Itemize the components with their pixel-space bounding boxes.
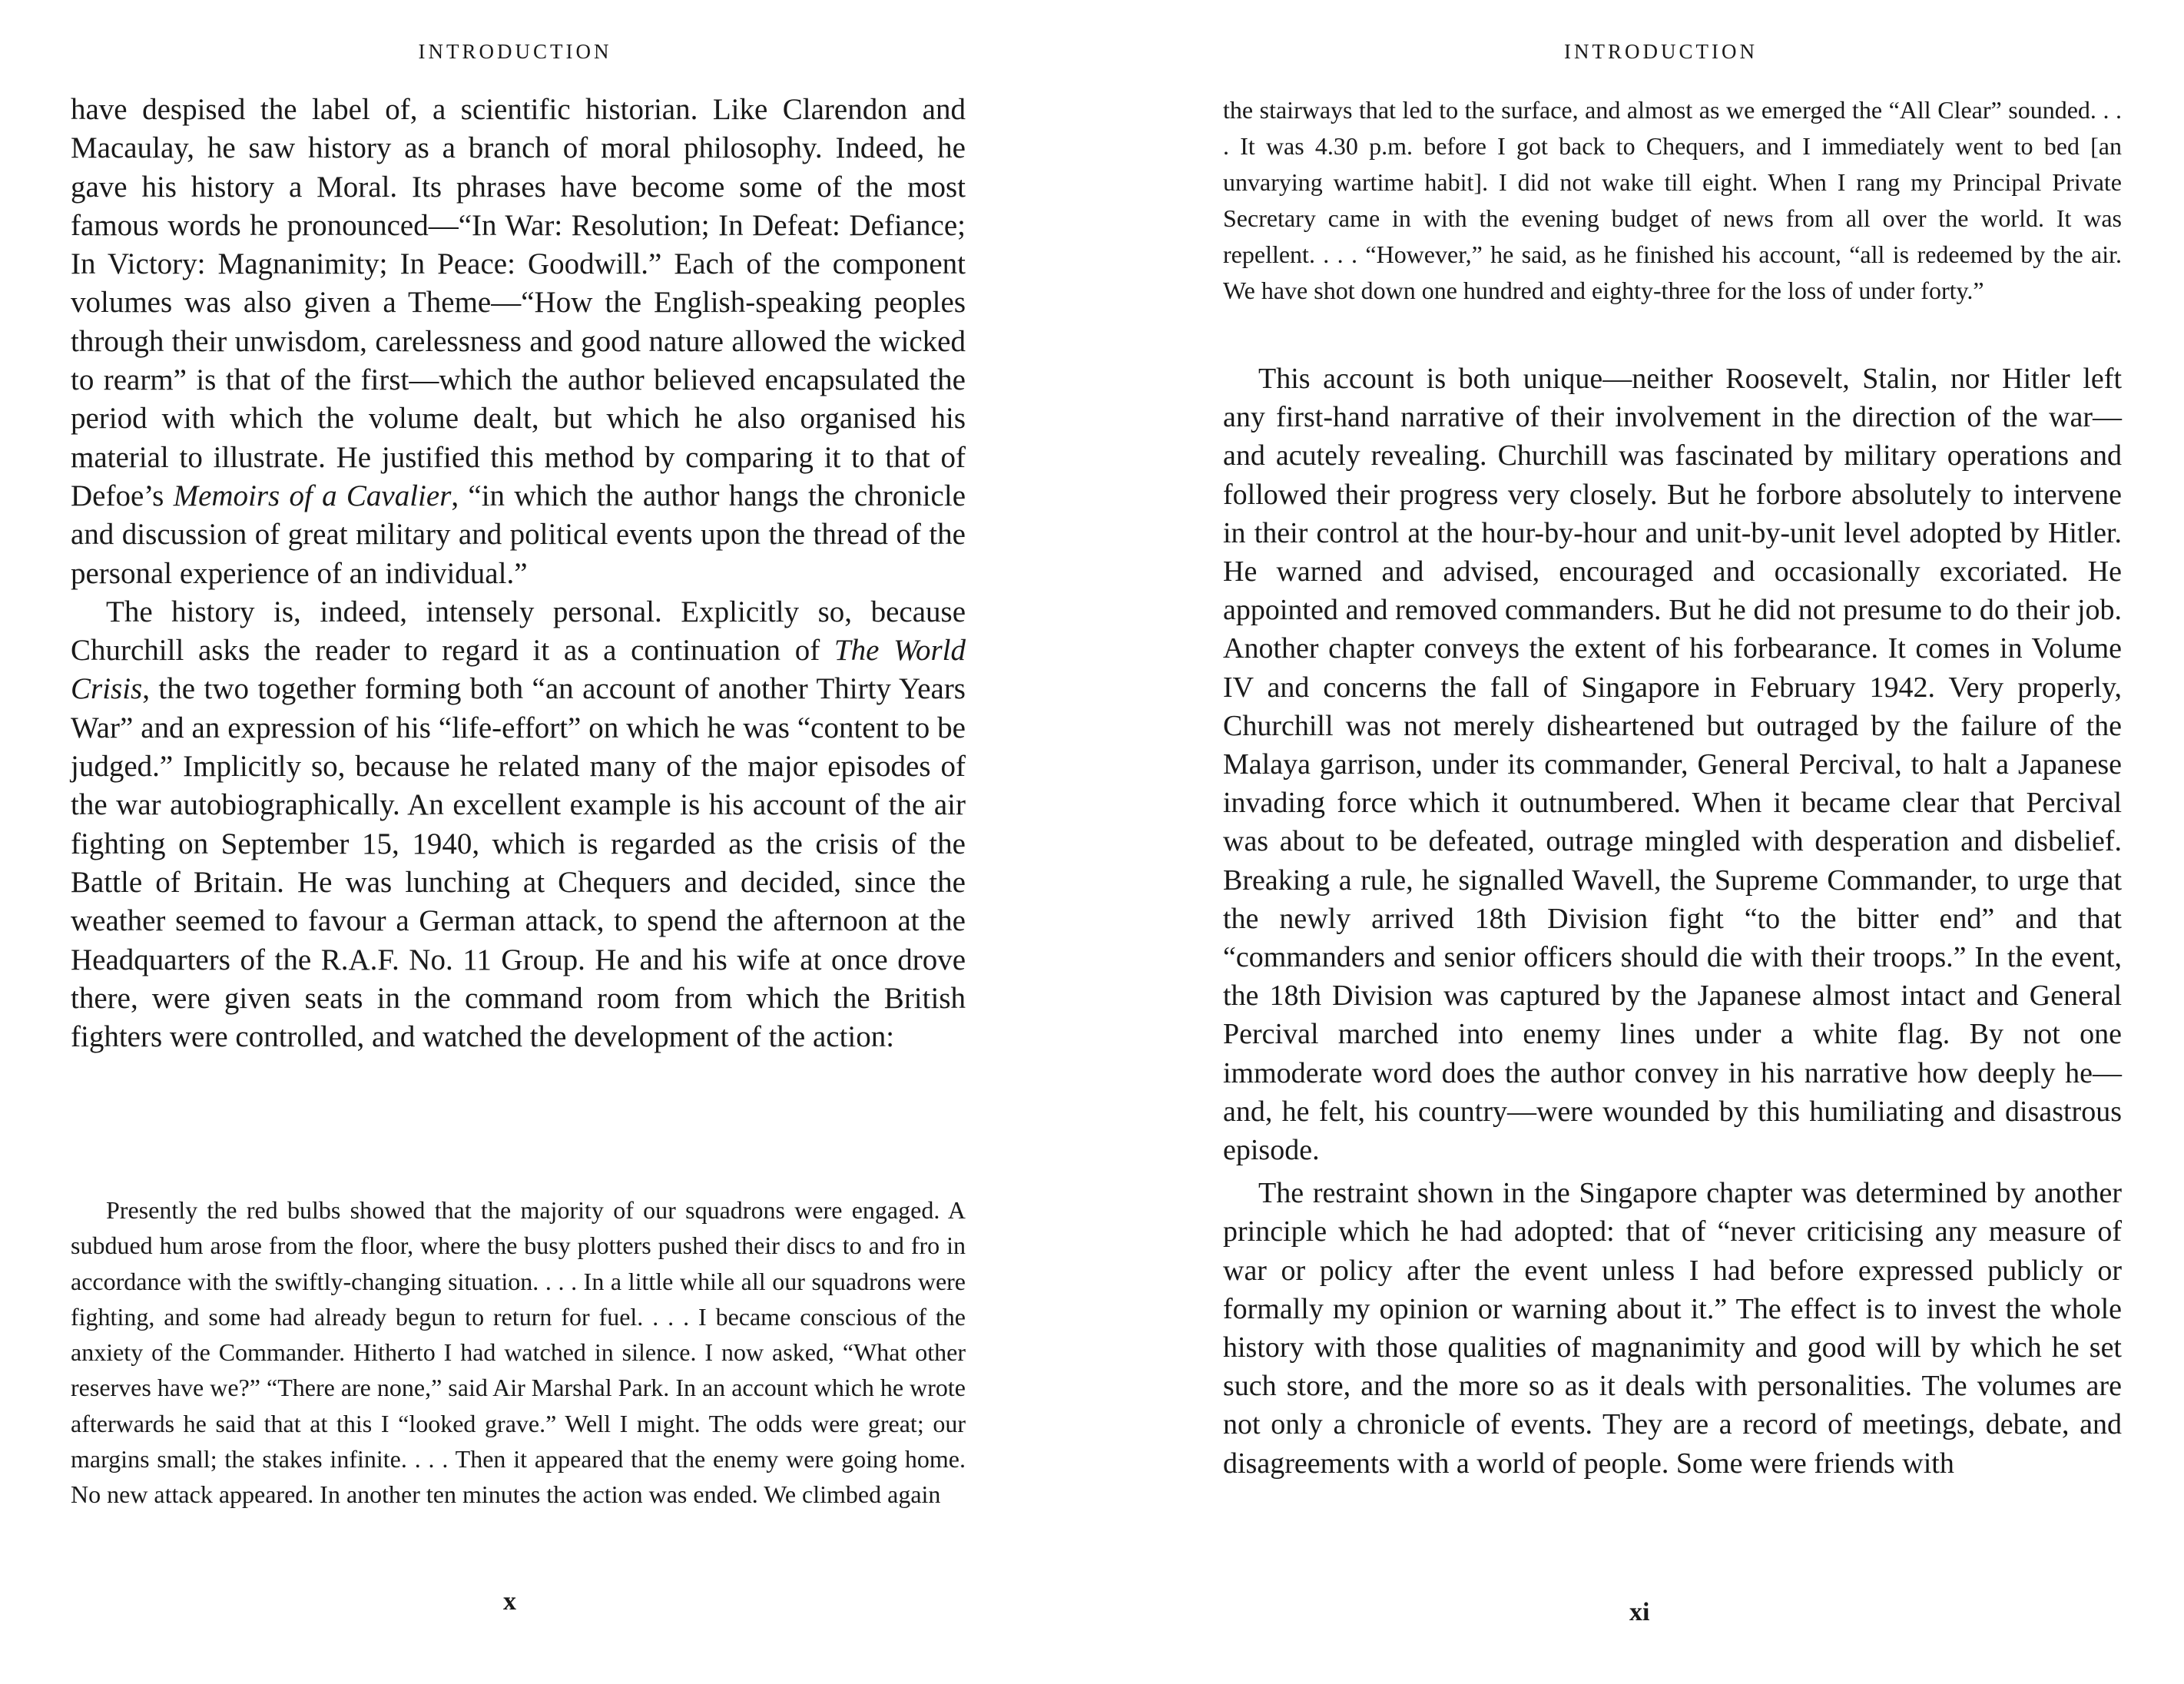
right-page	[1092, 0, 2184, 1684]
running-head-right: INTRODUCTION	[1564, 40, 1758, 63]
running-head-left: INTRODUCTION	[418, 40, 612, 63]
left-quote-text: Presently the red bulbs showed that the majority of our squadrons were engaged. A subdued hum arose from the floor, where the busy plotters pushed their discs to and fro in accordance with the swiftly-changing situation. . . . In a little while all our squadrons were fighting, and some had already begun to return for fuel. . . . I became conscious of the anxiety of the Commander. Hitherto I had watched in silence. I now asked, “What other reserves have we?” “There are none,” said Air Marshal Park. In an account which he wrote afterwards he said that at this I “looked grave.” Well I might. The odds were great; our margins small; the stakes infinite. . . . Then it appeared that the enemy were going home. No new attack appeared. In another ten minutes the action was ended. We climbed again	[71, 1196, 966, 1509]
page-number-right: xi	[1629, 1598, 1650, 1626]
right-quote-text: the stairways that led to the surface, and almost as we emerged the “All Clear” sounded. . . . It was 4.30 p.m. before I got back to Chequers, and I immediately went to bed [an unvarying wartime habit]. I did not wake till eight. When I rang my Principal Private Secretary came in with the evening budget of news from all over the world. It was repellent. . . . “However,” he said, as he finished his account, “all is redeemed by the air. We have shot down one hundred and eighty-three for the loss of under forty.”	[1223, 96, 2122, 304]
page-number-left: x	[503, 1587, 516, 1616]
right-paragraph-1: This account is both unique—neither Roosevelt, Stalin, nor Hitler left any first-hand narrative of their involvement in the direction of the war—and acutely revealing. Churchill was fascinated by military operations and followed their progress very closely. But he forbore absolutely to intervene in their control at the hour-by-hour and unit-by-unit level adopted by Hitler. He warned and advised, encouraged and occasionally excoriated. He appointed and removed commanders. But he did not presume to do their job. Another chapter conveys the extent of his forbearance. It comes in Volume IV and concerns the fall of Singapore in February 1942. Very properly, Churchill was not merely disheartened but outraged by the failure of the Malaya garrison, under its commander, General Percival, to halt a Japanese invading force which it outnumbered. When it became clear that Percival was about to be defeated, outrage mingled with desperation and disbelief. Breaking a rule, he signalled Wavell, the Supreme Commander, to urge that the newly arrived 18th Division fight “to the bitter end” and that “commanders and senior officers should die with their troops.” In the event, the 18th Division was captured by the Japanese almost intact and General Percival marched into enemy lines under a white flag. By not one immoderate word does the author convey in his narrative how deeply he—and, he felt, his country—were wounded by this humiliating and disastrous episode.	[1223, 363, 2122, 1167]
left-para2-start: The history is, indeed, intensely personal. Explicitly so, because Churchill asks the reader to regard it as a continuation of	[71, 595, 966, 668]
right-paragraph-2: The restraint shown in the Singapore chapter was determined by another principle which he had adopted: that of “never criticising any measure of war or policy after the event unless I had before expressed publicly or formally my opinion or warning about it.” The effect is to invest the whole history with those qualities of magnanimity and good will by which he set such store, and the more so as it deals with personalities. The volumes are not only a chronicle of events. They are a record of meetings, debate, and disagreements with a world of people. Some were friends with	[1223, 1177, 2122, 1480]
right-body-text	[1223, 360, 2122, 1483]
left-para1-text: have despised the label of, a scientific historian. Like Clarendon and Macaulay, he saw history as a branch of moral philosophy. Indeed, he gave his history a Moral. Its phrases have become some of the most famous words he pronounced—“In War: Resolution; In Defeat: Defiance; In Victory: Magnanimity; In Peace: Goodwill.” Each of the component volumes was also given a Theme—“How the English-speaking peoples through their unwisdom, carelessness and good nature allowed the wicked to rearm” is that of the first—which the author believed encapsulated the period with which the volume dealt, but which he also organised his material to illustrate. He justified this method by comparing it to that of Defoe’s	[71, 93, 966, 512]
left-block-quote	[71, 1192, 966, 1513]
book-title-memoirs: Memoirs of a Cavalier	[173, 479, 452, 512]
left-paragraph-2	[71, 593, 966, 1057]
left-para1-end: , “in which the author hangs the chronicle and discussion of great military and political events upon the thread of the personal experience of an individual.”	[71, 479, 966, 590]
left-paragraph-1	[71, 91, 966, 593]
right-block-quote	[1223, 92, 2122, 309]
book-title-world-crisis: The World Crisis	[71, 634, 966, 706]
left-para2-end: , the two together forming both “an account of another Thirty Years War” and an expression of his “life-effort” on which he was “content to be judged.” Implicitly so, because he related many of the major episodes of the war autobiographically. An excellent example is his account of the air fighting on September 15, 1940, which is regarded as the crisis of the Battle of Britain. He was lunching at Chequers and decided, since the weather seemed to favour a German attack, to spend the afternoon at the Headquarters of the R.A.F. No. 11 Group. He and his wife at once drove there, were given seats in the command room from which the British fighters were controlled, and watched the development of the action:	[71, 672, 966, 1054]
left-body-text	[71, 91, 966, 1056]
